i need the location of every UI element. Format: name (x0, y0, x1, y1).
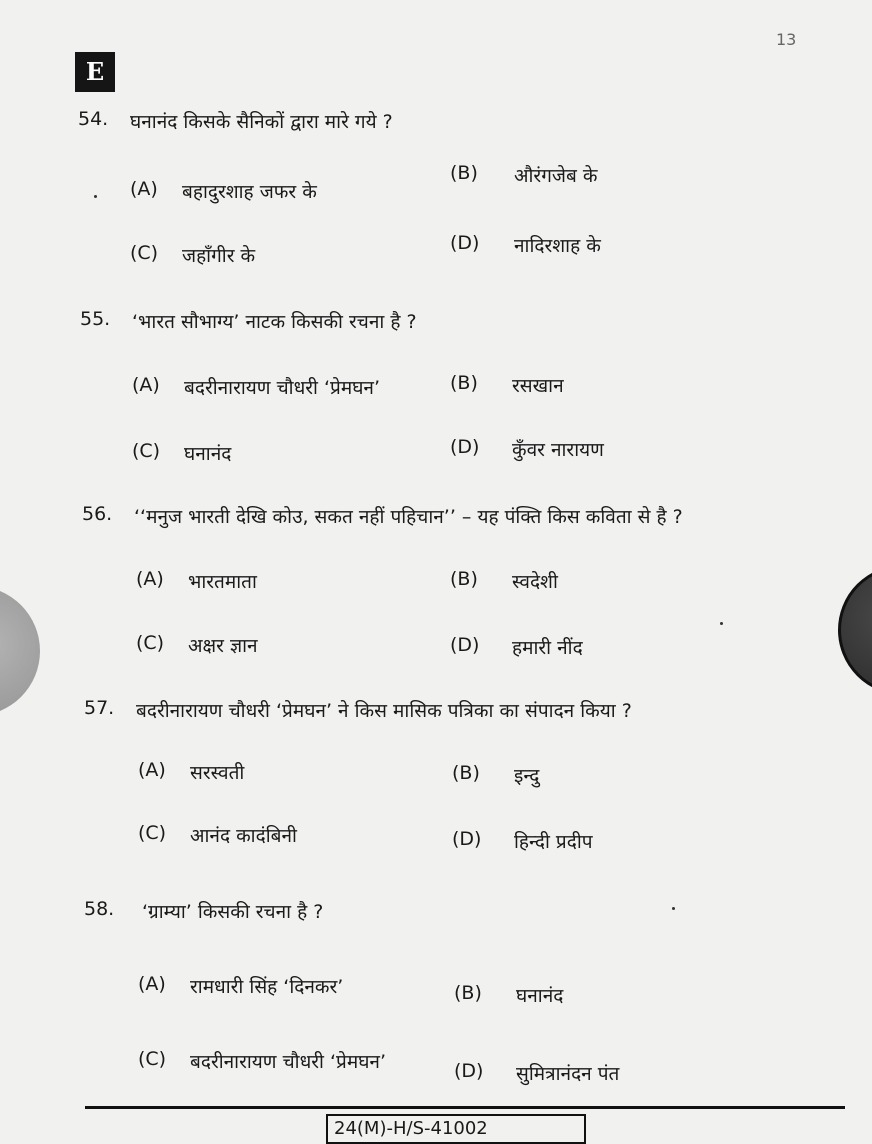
option-label: (C) (132, 440, 161, 462)
set-badge: E (75, 52, 115, 92)
option-label: (D) (450, 232, 480, 254)
option-label: (B) (450, 162, 478, 184)
page-number: 13 (776, 30, 797, 49)
option-label: (D) (450, 634, 480, 656)
punch-hole-left (0, 586, 40, 716)
option-text: घनानंद (184, 443, 232, 465)
scan-speck (720, 622, 723, 625)
option-text: जहाँगीर के (182, 245, 256, 267)
question-text: घनानंद किसके सैनिकों द्वारा मारे गये ? (130, 111, 393, 133)
paper-code: 24(M)-H/S-41002 (326, 1114, 586, 1144)
option-label: (A) (138, 973, 166, 995)
option-label: (A) (132, 374, 160, 396)
option-label: (B) (454, 982, 482, 1004)
question-text: ‘ग्राम्या’ किसकी रचना है ? (142, 901, 324, 923)
option-text: रसखान (512, 375, 564, 397)
question-text: ‘भारत सौभाग्य’ नाटक किसकी रचना है ? (132, 311, 417, 333)
option-text: बदरीनारायण चौधरी ‘प्रेमघन’ (184, 377, 381, 399)
question-text: ‘‘मनुज भारती देखि कोउ, सकत नहीं पहिचान’’ – यह पंक्ति किस कविता से है ? (134, 506, 683, 528)
option-text: स्वदेशी (512, 571, 558, 593)
option-text: आनंद कादंबिनी (190, 825, 297, 847)
question-number: 56. (82, 503, 113, 525)
question-number: 58. (84, 898, 115, 920)
scan-speck (672, 907, 675, 910)
option-label: (D) (450, 436, 480, 458)
option-text: सुमित्रानंदन पंत (516, 1063, 620, 1085)
question-number: 55. (80, 308, 111, 330)
option-label: (B) (452, 762, 480, 784)
option-text: बदरीनारायण चौधरी ‘प्रेमघन’ (190, 1051, 387, 1073)
option-text: हिन्दी प्रदीप (514, 831, 593, 853)
option-text: औरंगजेब के (514, 165, 598, 187)
option-label: (B) (450, 372, 478, 394)
option-text: बहादुरशाह जफर के (182, 181, 317, 203)
punch-hole-right (838, 565, 872, 695)
option-label: (C) (130, 242, 159, 264)
option-text: कुँवर नारायण (512, 439, 604, 461)
option-label: (D) (454, 1060, 484, 1082)
option-label: (C) (138, 1048, 167, 1070)
option-text: हमारी नींद (512, 637, 583, 659)
option-label: (A) (136, 568, 164, 590)
question-number: 54. (78, 108, 109, 130)
question-text: बदरीनारायण चौधरी ‘प्रेमघन’ ने किस मासिक पत्रिका का संपादन किया ? (136, 700, 632, 722)
option-text: अक्षर ज्ञान (188, 635, 258, 657)
question-number: 57. (84, 697, 115, 719)
option-label: (A) (130, 178, 158, 200)
option-text: घनानंद (516, 985, 564, 1007)
option-label: (A) (138, 759, 166, 781)
option-text: भारतमाता (188, 571, 257, 593)
option-label: (D) (452, 828, 482, 850)
option-text: नादिरशाह के (514, 235, 601, 257)
option-text: रामधारी सिंह ‘दिनकर’ (190, 976, 344, 998)
scan-speck (94, 195, 97, 198)
option-label: (C) (138, 822, 167, 844)
footer-rule (85, 1106, 845, 1109)
option-text: सरस्वती (190, 762, 245, 784)
option-label: (B) (450, 568, 478, 590)
option-text: इन्दु (514, 765, 540, 787)
option-label: (C) (136, 632, 165, 654)
